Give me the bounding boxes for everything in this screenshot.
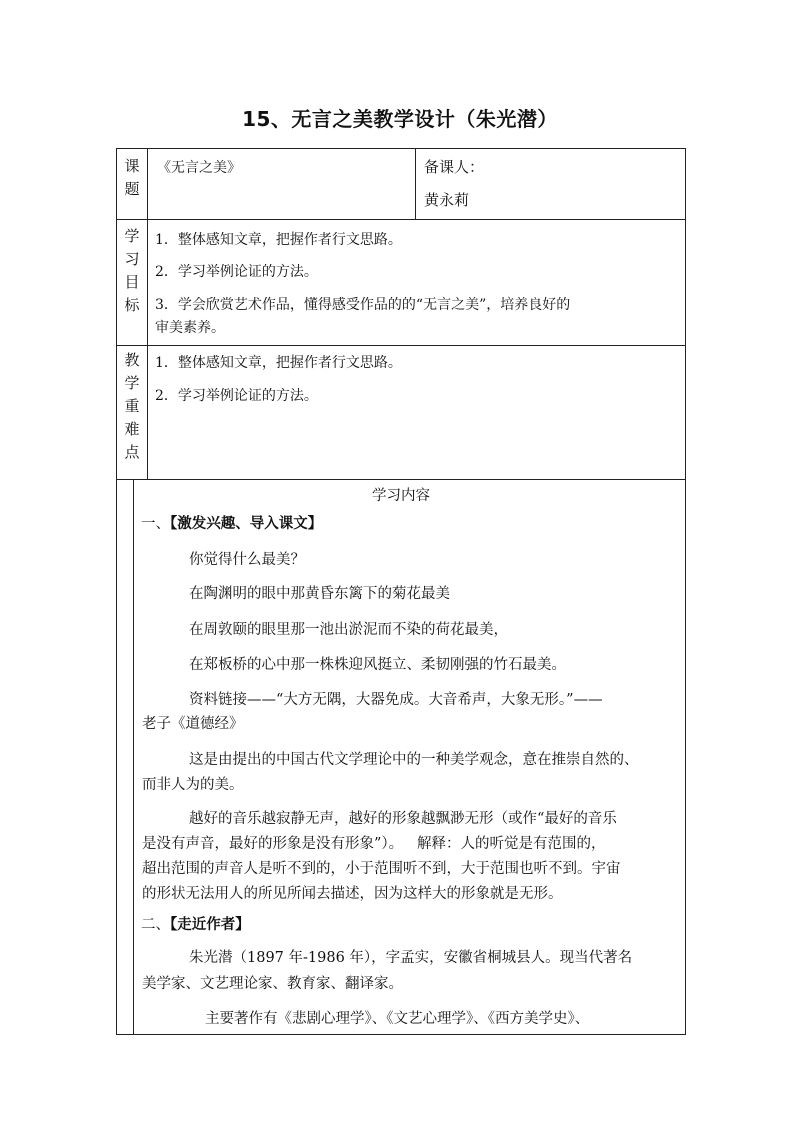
paragraph-line: 老子《道德经》	[142, 716, 244, 732]
preparer-name: 黄永莉	[424, 191, 470, 209]
paragraph-line: 资料链接——“大方无隅，大器免成。大音希声，大象无形。”——	[189, 692, 603, 708]
paragraph-line: 越好的音乐越寂静无声，越好的形象越飘渺无形（或作“最好的音乐	[189, 811, 617, 827]
row-label-topic: 课 题	[124, 157, 140, 198]
lesson-plan-table	[116, 148, 686, 1035]
goal-item: 审美素养。	[155, 320, 225, 336]
row-divider	[117, 479, 685, 480]
paragraph-line: 朱光潜（1897 年-1986 年），字孟实，安徽省桐城县人。现当代著名	[189, 950, 633, 966]
paragraph-line: 在周敦颐的眼里那一池出淤泥而不染的荷花最美，	[189, 622, 508, 638]
paragraph-line: 主要著作有《悲剧心理学》、《文艺心理学》、《西方美学史》、	[205, 1011, 590, 1027]
goal-item: 1．整体感知文章，把握作者行文思路。	[155, 232, 402, 248]
section-heading: 二、【走近作者】	[141, 917, 250, 933]
paragraph-line: 你觉得什么最美？	[189, 552, 305, 568]
content-margin-line	[133, 479, 134, 1034]
topic-value: 《无言之美》	[157, 160, 241, 176]
page-title: 15、无言之美教学设计（朱光潜）	[242, 107, 558, 131]
row-label-goals: 学 习 目 标	[124, 227, 140, 314]
paragraph-line: 在郑板桥的心中那一株株迎风挺立、柔韧刚强的竹石最美。	[189, 657, 566, 673]
paragraph-line: 在陶渊明的眼中那黄昏东篱下的菊花最美	[189, 586, 450, 602]
row-divider	[117, 219, 685, 220]
paragraph-line: 的形状无法用人的所见所闻去描述，因为这样大的形象就是无形。	[142, 886, 563, 902]
preparer-label: 备课人：	[424, 158, 485, 176]
preparer-divider	[415, 149, 416, 219]
paragraph-line: 这是由提出的中国古代文学理论中的一种美学观念，意在推崇自然的、	[189, 752, 639, 768]
paragraph-line: 而非人为的美。	[142, 777, 244, 793]
row-divider	[117, 345, 685, 346]
section-heading: 一、【激发兴趣、导入课文】	[141, 516, 323, 532]
paragraph-line: 是没有声音，最好的形象是没有形象”）。 解释：人的听觉是有范围的，	[142, 836, 606, 852]
goal-item: 3．学会欣赏艺术作品，懂得感受作品的的“无言之美”，培养良好的	[155, 297, 571, 313]
paragraph-line: 美学家、文艺理论家、教育家、翻译家。	[142, 976, 403, 992]
key-point-item: 1．整体感知文章，把握作者行文思路。	[155, 355, 402, 371]
content-header: 学习内容	[372, 488, 430, 504]
key-point-item: 2．学习举例论证的方法。	[155, 388, 318, 404]
paragraph-line: 超出范围的声音人是听不到的，小于范围听不到，大于范围也听不到。宇宙	[142, 861, 621, 877]
label-column-divider	[147, 149, 148, 479]
row-label-key-points: 教 学 重 难 点	[124, 351, 140, 461]
goal-item: 2．学习举例论证的方法。	[155, 264, 318, 280]
